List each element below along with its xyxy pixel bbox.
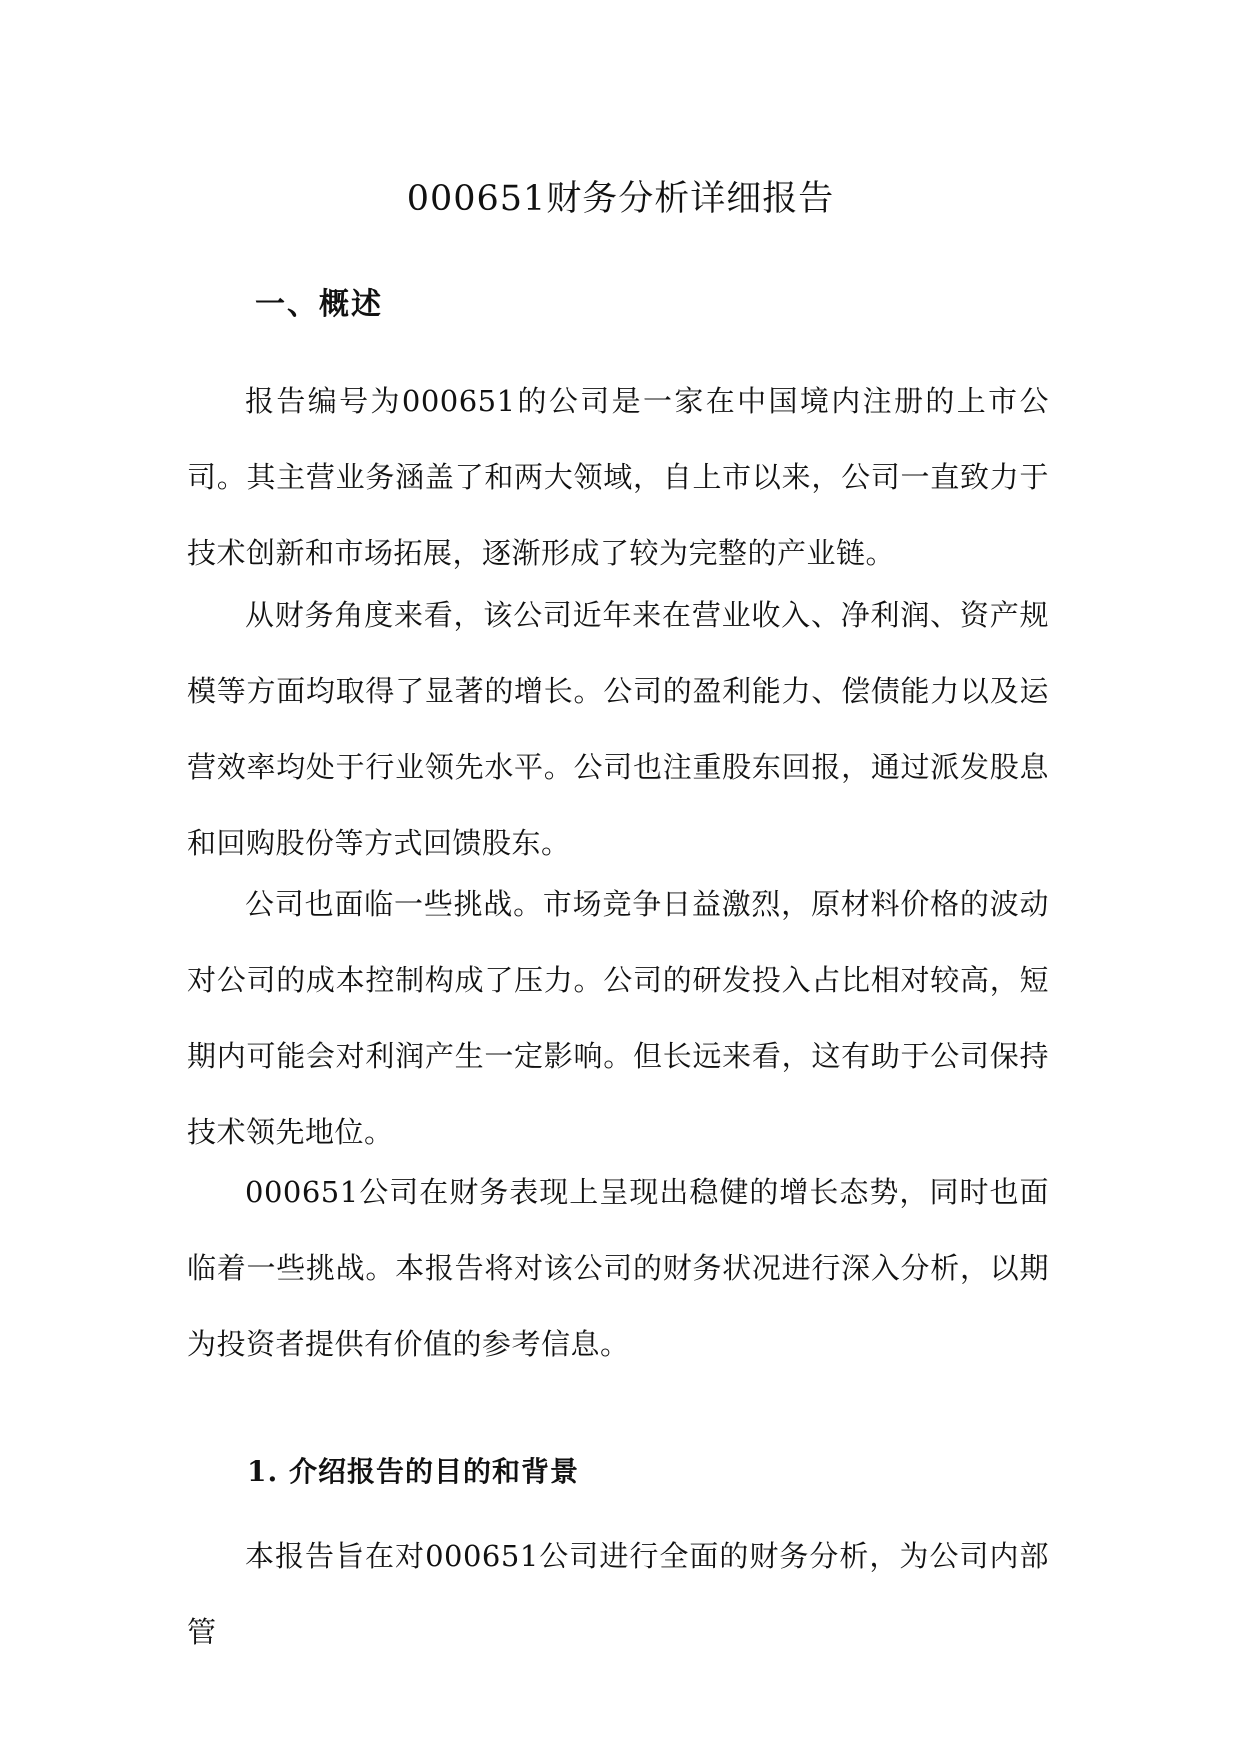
page-title: 000651财务分析详细报告 (406, 179, 835, 220)
paragraph: 公司也面临一些挑战。市场竞争日益激烈，原材料价格的波动对公司的成本控制构成了压力。公司的研发投入占比相对较高，短期内可能会对利润产生一定影响。但长远来看，这有助于公司保持技术领先地位。 (187, 887, 1049, 1149)
paragraph: 000651公司在财务表现上呈现出稳健的增长态势，同时也面临着一些挑战。本报告将对该公司的财务状况进行深入分析，以期为投资者提供有价值的参考信息。 (187, 1175, 1049, 1361)
subsection-heading-purpose: 1. 介绍报告的目的和背景 (247, 1455, 579, 1488)
paragraph: 报告编号为000651的公司是一家在中国境内注册的上市公司。其主营业务涵盖了和两大领域，自上市以来，公司一直致力于技术创新和市场拓展，逐渐形成了较为完整的产业链。 (187, 384, 1049, 570)
paragraph: 从财务角度来看，该公司近年来在营业收入、净利润、资产规模等方面均取得了显著的增长。公司的盈利能力、偿债能力以及运营效率均处于行业领先水平。公司也注重股东回报，通过派发股息和回购股份等方式回馈股东。 (187, 598, 1049, 860)
paragraph: 本报告旨在对000651公司进行全面的财务分析，为公司内部管 (187, 1539, 1049, 1649)
section-heading-overview: 一、概述 (255, 287, 383, 322)
